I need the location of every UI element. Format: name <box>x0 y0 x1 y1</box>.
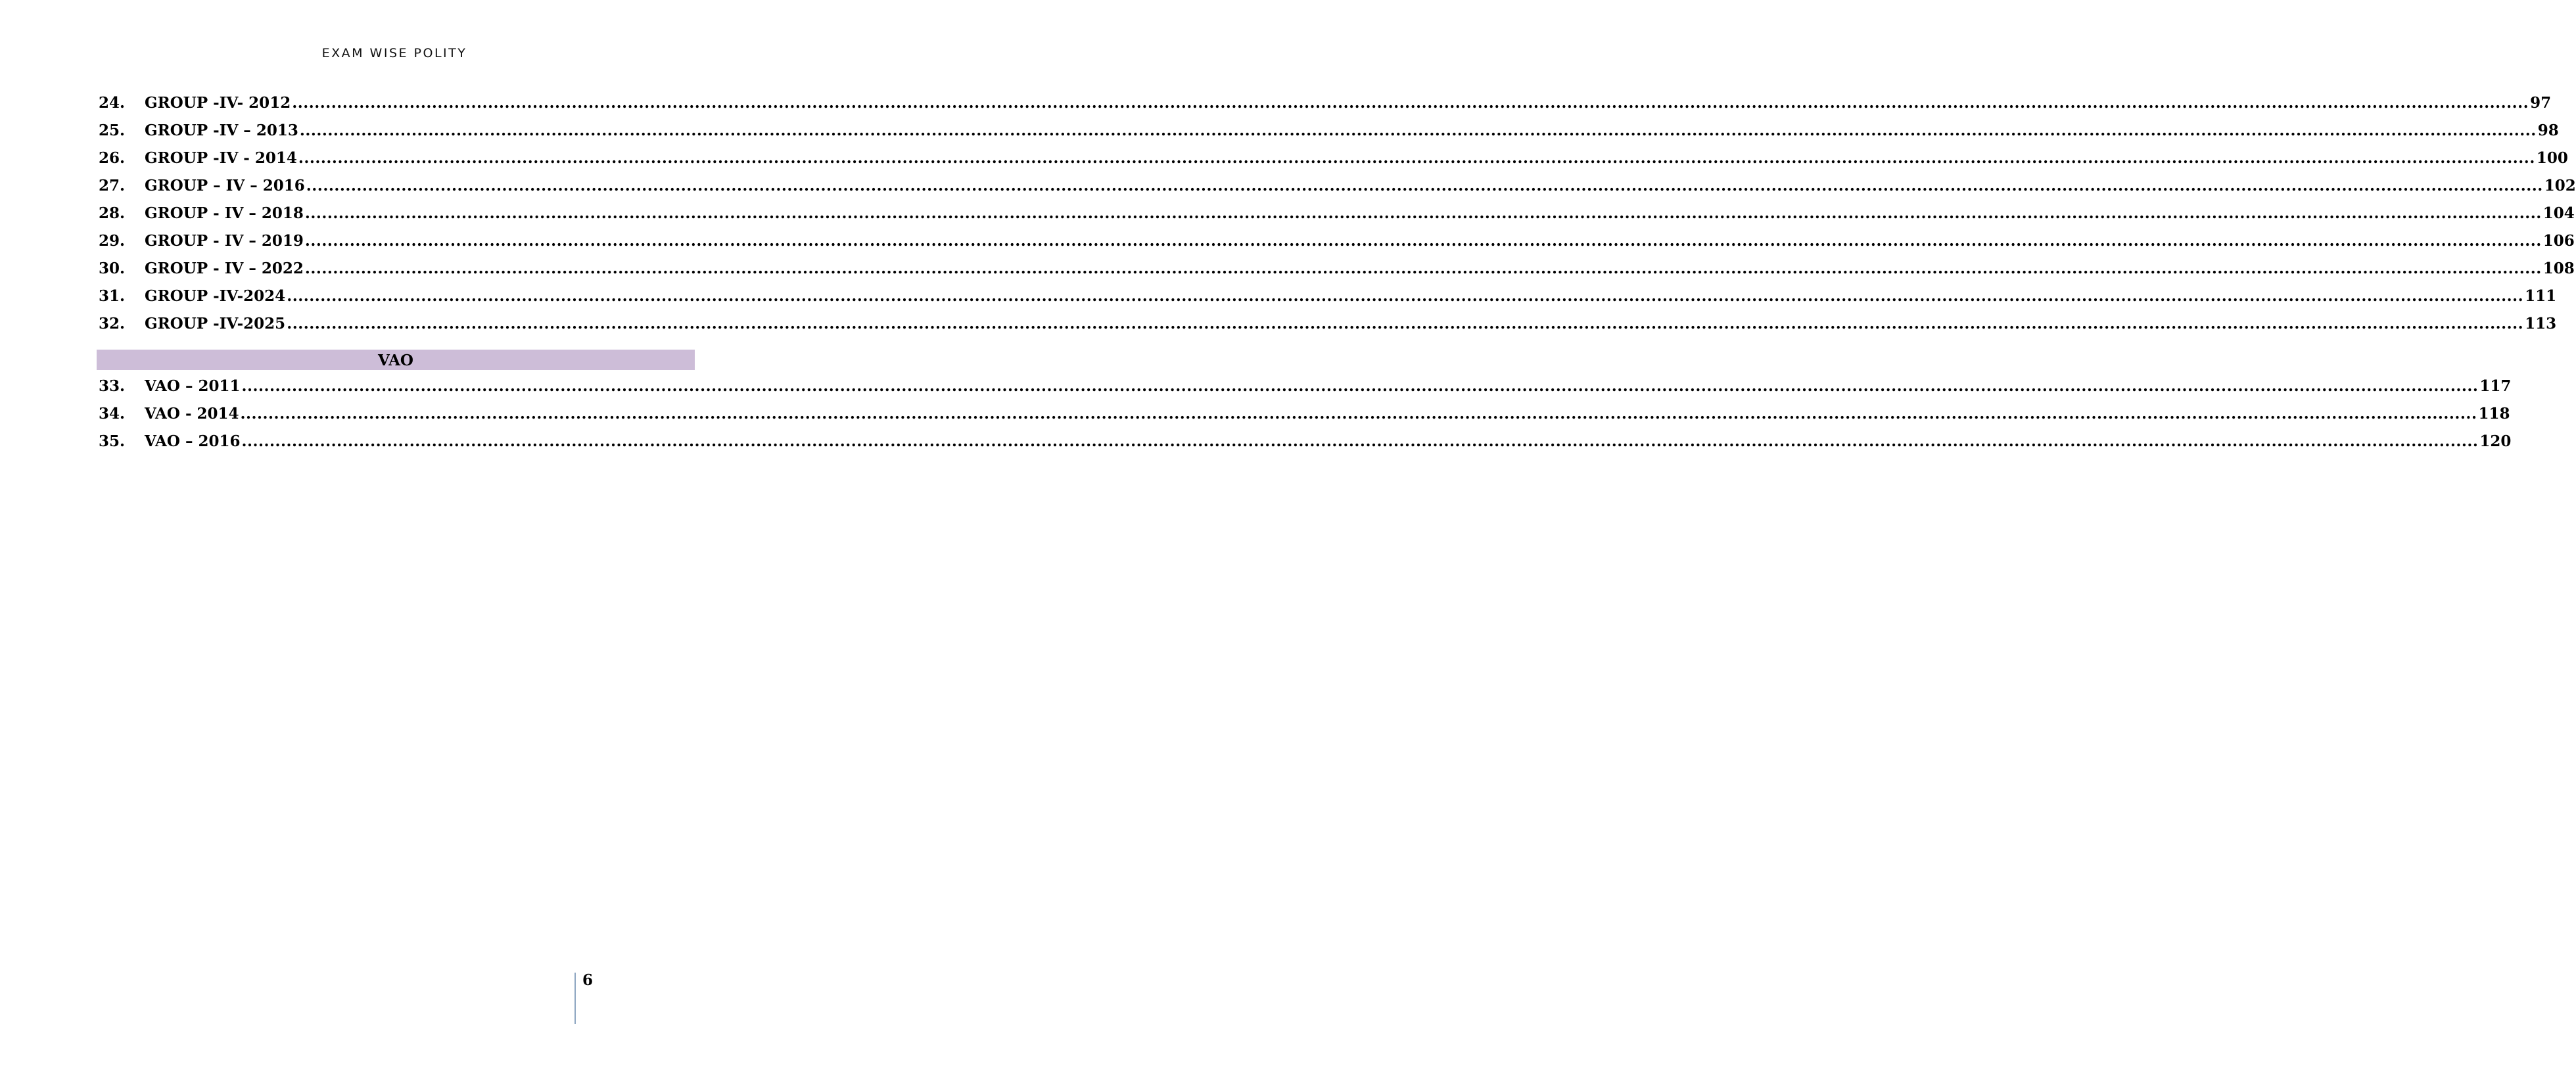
entry-title: GROUP – IV – 2016 <box>145 177 305 195</box>
entry-number: 25. <box>99 122 126 139</box>
entry-page: 113 <box>2525 315 2557 333</box>
dot-leader: ................................................................................................................................................................................................................................................................................................................................................................................................................ <box>306 177 2543 195</box>
section-heading-vao: VAO <box>97 350 695 370</box>
entry-title: GROUP - IV – 2022 <box>145 260 304 277</box>
entry-title: VAO - 2014 <box>145 405 239 423</box>
entry-page: 108 <box>2542 260 2575 277</box>
dot-leader: ................................................................................................................................................................................................................................................................................................................................................................................................................ <box>304 204 2542 222</box>
toc-entry[interactable] <box>99 232 2575 260</box>
entry-page: 100 <box>2536 149 2568 167</box>
entry-title: VAO – 2011 <box>145 377 241 395</box>
toc-entry[interactable] <box>99 204 2575 232</box>
entry-page: 97 <box>2530 94 2552 112</box>
entry-title: GROUP - IV – 2019 <box>145 232 304 250</box>
dot-leader: ................................................................................................................................................................................................................................................................................................................................................................................................................ <box>299 122 2537 139</box>
entry-title: GROUP - IV – 2018 <box>145 204 304 222</box>
toc-entry[interactable] <box>99 177 2576 204</box>
dot-leader: ................................................................................................................................................................................................................................................................................................................................................................................................................ <box>292 94 2529 112</box>
toc-entry[interactable] <box>99 122 2559 149</box>
toc-entry[interactable] <box>99 405 2510 432</box>
entry-title: GROUP -IV- 2012 <box>145 94 291 112</box>
toc-entry[interactable] <box>99 315 2557 342</box>
dot-leader: ................................................................................................................................................................................................................................................................................................................................................................................................................ <box>240 405 2477 423</box>
entry-title: GROUP -IV-2025 <box>145 315 286 333</box>
entry-page: 120 <box>2479 432 2512 450</box>
toc-entry[interactable] <box>99 94 2552 122</box>
entry-title: GROUP -IV-2024 <box>145 287 286 305</box>
running-header: EXAM WISE POLITY <box>321 46 467 60</box>
dot-leader: ................................................................................................................................................................................................................................................................................................................................................................................................................ <box>241 377 2479 395</box>
entry-number: 31. <box>99 287 126 305</box>
dot-leader: ................................................................................................................................................................................................................................................................................................................................................................................................................ <box>304 232 2542 250</box>
entry-number: 28. <box>99 204 126 222</box>
toc-entry[interactable] <box>99 260 2575 287</box>
entry-page: 118 <box>2478 405 2510 423</box>
entry-number: 33. <box>99 377 126 395</box>
entry-page: 104 <box>2542 204 2575 222</box>
dot-leader: ................................................................................................................................................................................................................................................................................................................................................................................................................ <box>287 287 2524 305</box>
entry-title: GROUP -IV – 2013 <box>145 122 298 139</box>
entry-number: 30. <box>99 260 126 277</box>
entry-page: 102 <box>2544 177 2576 195</box>
entry-number: 29. <box>99 232 126 250</box>
entry-page: 106 <box>2542 232 2575 250</box>
dot-leader: ................................................................................................................................................................................................................................................................................................................................................................................................................ <box>241 432 2479 450</box>
footer-divider <box>574 973 576 1024</box>
entry-title: GROUP -IV - 2014 <box>145 149 297 167</box>
entry-number: 24. <box>99 94 126 112</box>
entry-number: 27. <box>99 177 126 195</box>
toc-entry[interactable] <box>99 149 2568 177</box>
toc-entry[interactable] <box>99 432 2512 460</box>
entry-page: 98 <box>2537 122 2559 139</box>
entry-title: VAO – 2016 <box>145 432 241 450</box>
entry-number: 26. <box>99 149 126 167</box>
toc-entry[interactable] <box>99 377 2512 405</box>
dot-leader: ................................................................................................................................................................................................................................................................................................................................................................................................................ <box>287 315 2524 333</box>
entry-page: 117 <box>2479 377 2512 395</box>
entry-number: 35. <box>99 432 126 450</box>
entry-page: 111 <box>2525 287 2557 305</box>
page-number: 6 <box>582 971 594 989</box>
dot-leader: ................................................................................................................................................................................................................................................................................................................................................................................................................ <box>298 149 2535 167</box>
toc-entry[interactable] <box>99 287 2557 315</box>
entry-number: 32. <box>99 315 126 333</box>
dot-leader: ................................................................................................................................................................................................................................................................................................................................................................................................................ <box>304 260 2542 277</box>
entry-number: 34. <box>99 405 126 423</box>
